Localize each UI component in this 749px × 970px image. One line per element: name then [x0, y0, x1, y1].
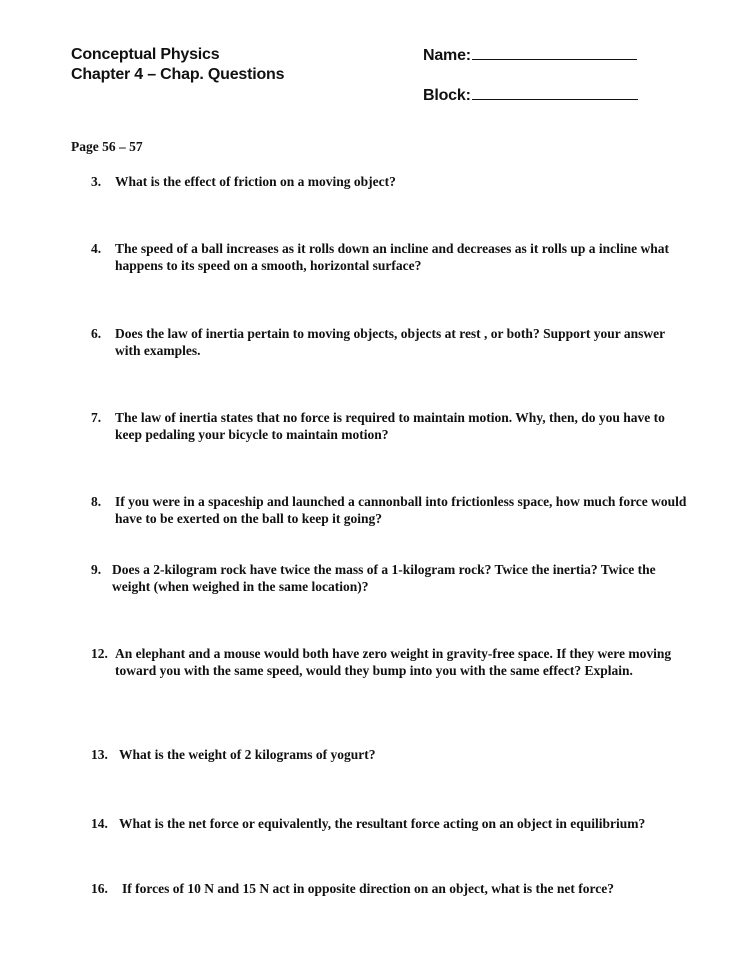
page-reference: Page 56 – 57	[71, 139, 143, 154]
question-number: 7.	[91, 410, 102, 425]
question-number: 8.	[91, 494, 102, 509]
question-text: The speed of a ball increases as it rolls down an incline and decreases as it rolls up a incline what happens to its speed on a smooth, horizontal surface?	[115, 241, 670, 273]
question-item	[91, 815, 691, 832]
name-label: Name:	[423, 47, 471, 64]
question-text: Does a 2-kilogram rock have twice the mass of a 1-kilogram rock? Twice the inertia? Twice the weight (when weighed in the same location)?	[112, 562, 656, 594]
question-text: Does the law of inertia pertain to moving objects, objects at rest , or both? Support your answer with examples.	[115, 326, 665, 358]
question-number: 16.	[91, 881, 108, 896]
question-text: An elephant and a mouse would both have zero weight in gravity-free space. If they were moving toward you with the same speed, would they bump into you with the same effect? Explain.	[115, 646, 672, 678]
question-text: The law of inertia states that no force is required to maintain motion. Why, then, do you have to keep pedaling your bicycle to maintain motion?	[115, 410, 665, 442]
question-text: What is the effect of friction on a moving object?	[115, 174, 396, 189]
question-item	[91, 240, 691, 274]
question-number: 4.	[91, 241, 102, 256]
question-item	[91, 746, 691, 763]
question-number: 12.	[91, 646, 108, 661]
block-blank-line[interactable]	[472, 85, 638, 100]
course-title: Conceptual Physics	[71, 46, 220, 63]
chapter-title: Chapter 4 – Chap. Questions	[71, 66, 285, 83]
question-number: 6.	[91, 326, 102, 341]
question-item	[91, 493, 691, 527]
question-item	[91, 173, 691, 190]
question-text: What is the weight of 2 kilograms of yogurt?	[119, 747, 376, 762]
question-text: If forces of 10 N and 15 N act in opposite direction on an object, what is the net force?	[122, 881, 614, 896]
question-number: 9.	[91, 562, 102, 577]
question-number: 13.	[91, 747, 108, 762]
question-text: If you were in a spaceship and launched a cannonball into frictionless space, how much force would have to be exerted on the ball to keep it going?	[115, 494, 687, 526]
question-item	[91, 409, 691, 443]
name-field[interactable]	[423, 45, 637, 66]
question-item	[91, 561, 691, 595]
question-item	[91, 325, 691, 359]
block-field[interactable]	[423, 85, 638, 106]
question-number: 3.	[91, 174, 102, 189]
question-item	[91, 645, 691, 679]
question-item	[91, 880, 691, 897]
name-blank-line[interactable]	[472, 45, 637, 60]
question-number: 14.	[91, 816, 108, 831]
block-label: Block:	[423, 87, 471, 104]
question-text: What is the net force or equivalently, the resultant force acting on an object in equilibrium?	[119, 816, 646, 831]
